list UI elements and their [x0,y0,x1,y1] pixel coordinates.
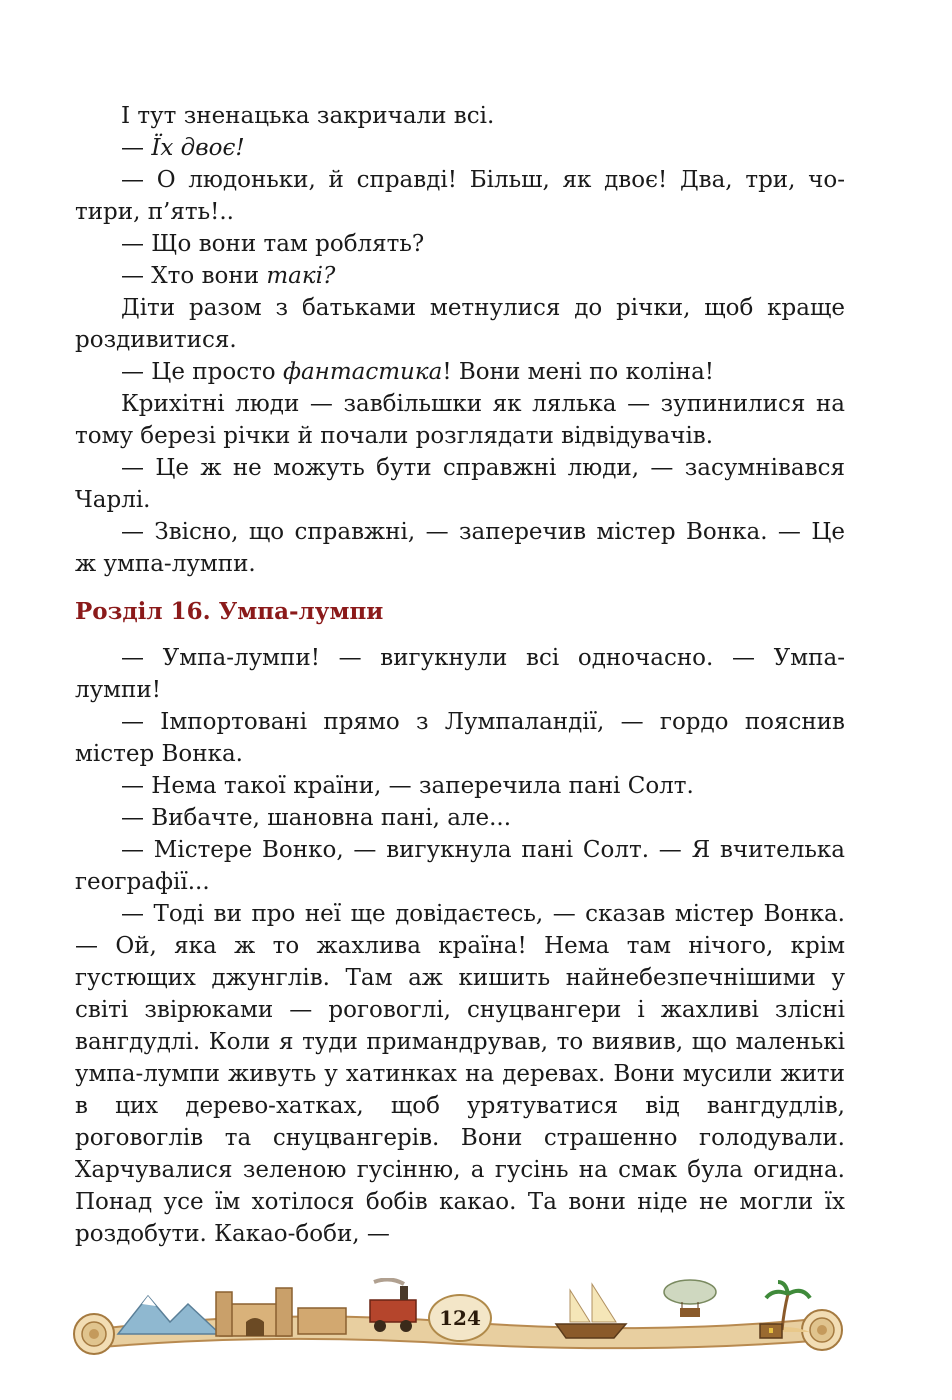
text-span: — Містере Вонко, — вигукнула пані Солт. — Я вчителька географії... [75,837,845,895]
text-span: — Це ж не можуть бути справжні люди, — засумнівався Чарлі. [75,455,845,513]
paragraph [75,292,845,356]
text-span: І тут зненацька закричали всі. [121,103,495,129]
paragraph [75,770,845,802]
text-span: — Тоді ви про неї ще довідаєтесь, — сказав містер Вонка. — Ой, яка ж то жахлива країна! Нема там нічого, крім густющих джунглів. Там аж кишить найнебезпечнішими у світі звірюками — роговоглі, снуцвангери і жахливі злісні вангдудлі. Коли я туди примандрував, то виявив, що маленькі умпа-лумпи живуть у хатинках на деревах. Вони мусили жити в цих дерево-хатках, щоб урятуватися від вангдудлів, роговоглів та снуцвангерів. Вони страшенно голодували. Харчувалися зеленою гусінню, а гусінь на смак була огидна. Понад усе їм хотілося бобів какао. Та вони ніде не могли їх роздобути. Какао-боби, — [75,901,845,1247]
paragraph [75,164,845,228]
italic-text: Їх двоє! [151,135,245,161]
text-span: ! Вони мені по коліна! [442,359,715,385]
paragraph [75,642,845,706]
text-span: — Умпа-лумпи! — вигукнули всі одночасно. — Умпа-лумпи! [75,645,845,703]
text-span: — Хто вони [121,263,267,289]
text-span: — Що вони там роблять? [121,231,425,257]
text-span: — Звісно, що справжні, — заперечив містер Вонка. — Це ж умпа-лумпи. [75,519,845,577]
airship-icon [664,1280,716,1317]
paragraph [75,898,845,1250]
footer-decoration [70,1278,846,1358]
chapter-heading: Розділ 16. Умпа-лумпи [75,598,384,625]
mountains-icon [118,1296,220,1334]
text-span: Діти разом з батьками метнулися до річки, щоб краще роздивитися. [75,295,845,353]
paragraph [75,706,845,770]
paragraph [75,516,845,580]
page-number-badge [428,1294,492,1342]
text-span: — [121,135,152,161]
castle-icon [216,1288,346,1336]
paragraph [75,388,845,452]
paragraph [75,260,845,292]
text-span: Крихітні люди — завбільшки як лялька — зупинилися на тому березі річки й почали розглядати відвідувачів. [75,391,845,449]
text-span: — Імпортовані прямо з Лумпаландії, — гордо пояснив містер Вонка. [75,709,845,767]
paragraph [75,356,845,388]
treasure-chest-icon [760,1324,782,1338]
italic-text: такі? [266,263,336,289]
left-scroll-end-icon [74,1314,114,1354]
right-scroll-end-icon [802,1310,842,1350]
paragraphs-before [75,100,845,580]
page-number: 124 [439,1306,481,1330]
text-span: — Вибачте, шановна пані, але... [121,805,512,831]
text-span: — О людоньки, й справді! Більш, як двоє! Два, три, чотири, п’ять!.. [75,167,845,225]
paragraph [75,802,845,834]
paragraph [75,452,845,516]
sailing-ship-icon [556,1284,626,1338]
text-span: — Нема такої країни, — заперечила пані Солт. [121,773,694,799]
paragraphs-after [75,642,845,1250]
text-span: — Це просто [121,359,283,385]
text-block [75,100,845,1250]
italic-text: фантастика [282,359,443,385]
paragraph [75,100,845,132]
paragraph [75,132,845,164]
paragraph [75,834,845,898]
paragraph [75,228,845,260]
